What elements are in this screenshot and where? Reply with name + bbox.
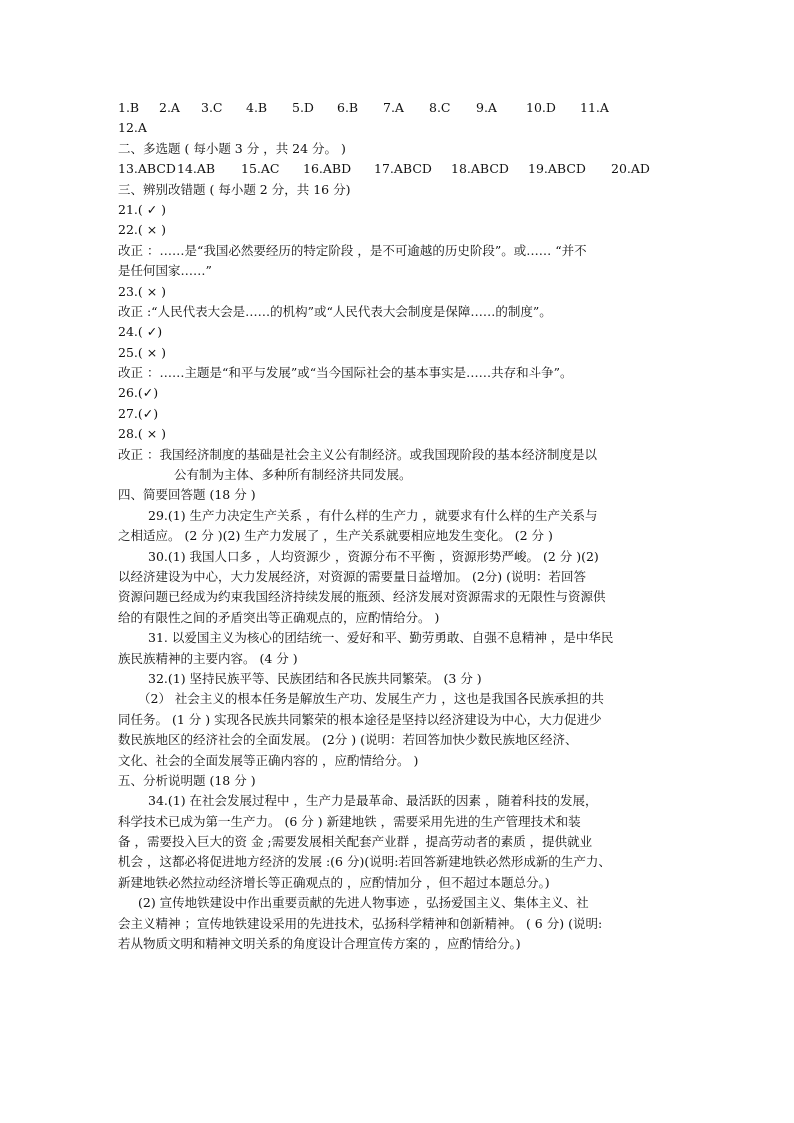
answer-34-line7: 会主义精神 ；宣传地铁建设采用的先进技术，弘扬科学精神和创新精神。 ( 6 分) (说明: (118, 915, 603, 931)
answer-30-line2: 以经济建设为中心，大力发展经济，对资源的需要量日益增加。 (2分) (说明：若回答 (118, 568, 587, 584)
answer-item: 1.B (118, 100, 140, 115)
answer-31-line1: 31. 以爱国主义为核心的团结统一、爱好和平、勤劳勇敢、自强不息精神 ，是中华民 (148, 630, 614, 646)
correction-22-line2: 是任何国家……” (118, 263, 212, 279)
section-title-multiple-choice: 二、多选题 ( 每小题 3 分 ，共 24 分。 ) (118, 140, 346, 156)
answer-30-line3: 资源问题已经成为约束我国经济持续发展的瓶颈、经济发展对资源需求的无限性与资源供 (118, 589, 606, 605)
answer-key-document (118, 98, 684, 954)
answer-32-line4: 数民族地区的经济社会的全面发展。 (2分 ) (说明：若回答加快少数民族地区经济、 (118, 732, 578, 748)
section-title-short-answer: 四、简要回答题 (18 分 ) (118, 487, 256, 503)
answer-34-line8: 若从物质文明和精神文明关系的角度设计合理宣传方案的 ，应酌情给分。) (118, 936, 521, 952)
answer-23: 23.( × ) (118, 283, 167, 299)
answer-item: 15.AC (241, 161, 280, 177)
answer-34-line4: 机会 ，这都必将促进地方经济的发展 :(6 分)(说明:若回答新建地铁必然形成新的生产力、 (118, 854, 611, 870)
answer-item: 8.C (429, 100, 451, 115)
answer-item: 16.ABD (303, 161, 352, 177)
answer-32-line3: 同任务。 (1 分 ) 实现各民族共同繁荣的根本途径是坚持以经济建设为中心，大力促进少 (118, 711, 602, 727)
answer-24: 24.( ✓) (118, 324, 163, 340)
answer-32-line2: （2） 社会主义的根本任务是解放生产功、发展生产力 ，这也是我国各民族承担的共 (138, 691, 604, 707)
answer-item: 11.A (580, 100, 609, 115)
answer-30-line1: 30.(1) 我国人口多 ，人均资源少 ，资源分布不平衡 ，资源形势严峻。 (2 分 )(2) (148, 548, 599, 564)
answer-34-line1: 34.(1) 在社会发展过程中 ，生产力是最革命、最活跃的因素 ，随着科技的发展， (148, 793, 598, 809)
answer-27: 27.(✓) (118, 405, 159, 421)
single-choice-answers (118, 98, 684, 118)
answer-item: 14.AB (177, 161, 216, 177)
answer-32-line1: 32.(1) 坚持民族平等、民族团结和各民族共同繁荣。 (3 分 ) (148, 670, 482, 686)
answer-32-line5: 文化、社会的全面发展等正确内容的 ，应酌情给分。 ) (118, 752, 419, 768)
correction-22-line1: 改正 ：……是“我国必然要经历的特定阶段 ，是不可逾越的历史阶段”。或…… “并不 (118, 242, 587, 258)
answer-22: 22.( × ) (118, 222, 167, 238)
answer-34-line6: (2) 宣传地铁建设中作出重要贡献的先进人物事迹 ，弘扬爱国主义、集体主义、社 (138, 895, 589, 911)
answer-item: 6.B (337, 100, 359, 115)
answer-item: 18.ABCD (451, 161, 509, 177)
answer-30-line4: 给的有限性之间的矛盾突出等正确观点的，应酌情给分。 ) (118, 609, 440, 625)
correction-28-line2: 公有制为主体、多种所有制经济共同发展。 (174, 467, 412, 483)
answer-item: 19.ABCD (528, 161, 586, 177)
answer-21: 21.( ✓ ) (118, 201, 167, 217)
answer-31-line2: 族民族精神的主要内容。 (4 分 ) (118, 650, 298, 666)
answer-item: 7.A (383, 100, 404, 115)
answer-item: 9.A (476, 100, 497, 115)
answer-item: 4.B (246, 100, 268, 115)
answer-item: 5.D (292, 100, 314, 115)
answer-34-line5: 新建地铁必然拉动经济增长等正确观点的 ，应酌情加分 ，但不超过本题总分。) (118, 874, 550, 890)
answer-25: 25.( × ) (118, 344, 167, 360)
correction-25: 改正 ：……主题是“和平与发展”或“当今国际社会的基本事实是……共存和斗争”。 (118, 365, 573, 381)
answer-29-line2: 之相适应。 (2 分 )(2) 生产力发展了 ，生产关系就要相应地发生变化。 (2 分 ) (118, 528, 553, 544)
correction-28-line1: 改正 ：我国经济制度的基础是社会主义公有制经济。或我国现阶段的基本经济制度是以 (118, 446, 597, 462)
answer-29-line1: 29.(1) 生产力决定生产关系 ，有什么样的生产力 ，就要求有什么样的生产关系与 (148, 507, 598, 523)
answer-item: 17.ABCD (374, 161, 432, 177)
section-title-analysis: 五、分析说明题 (18 分 ) (118, 772, 256, 788)
correction-23: 改正 :“人民代表大会是……的机构”或“人民代表大会制度是保障……的制度”。 (118, 303, 552, 319)
answer-34-line3: 备 ，需要投入巨大的资 金 ;需要发展相关配套产业群 ，提高劳动者的素质 ，提供就业 (118, 834, 593, 850)
answer-item: 13.ABCD (118, 161, 176, 177)
answer-26: 26.(✓) (118, 385, 159, 401)
answer-item: 12.A (118, 120, 147, 136)
section-title-true-false: 三、辨别改错题 ( 每小题 2 分，共 16 分) (118, 181, 351, 197)
answer-item: 3.C (201, 100, 223, 115)
answer-28: 28.( × ) (118, 426, 167, 442)
multiple-choice-answers (118, 159, 684, 179)
answer-item: 2.A (159, 100, 180, 115)
answer-item: 10.D (526, 100, 556, 115)
answer-34-line2: 科学技术已成为第一生产力。 (6 分 ) 新建地铁 ，需要采用先进的生产管理技术和装 (118, 813, 581, 829)
answer-item: 20.AD (611, 161, 650, 177)
